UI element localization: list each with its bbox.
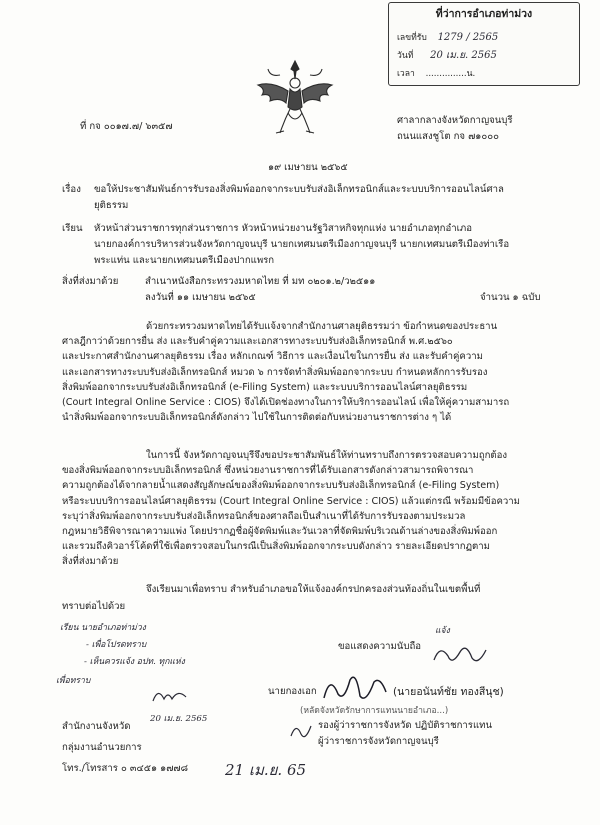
receive-stamp	[388, 2, 580, 86]
body-p2-line: สิ่งที่ส่งมาด้วย	[62, 556, 119, 568]
handwritten-initials-icon	[150, 685, 190, 707]
footer-phone: โทร./โทรสาร ๐ ๓๔๕๑ ๑๗๗๘	[62, 763, 189, 774]
stamp-receive-value: 1279 / 2565	[437, 32, 499, 43]
garuda-emblem-icon	[250, 55, 340, 141]
officer-position-1: (หลัดจังหวัดรักษาการแทนนายอำเภอ...)	[300, 706, 449, 716]
stamp-receive-label: เลขที่รับ	[397, 33, 427, 43]
to-line-2: นายกองค์การบริหารส่วนจังหวัดกาญจนบุรี นายกเทศมนตรีเมืองกาญจนบุรี นายกเทศมนตรีเมืองท่าเรือ	[94, 239, 510, 250]
body-paragraph-1	[62, 319, 509, 425]
office-address: ถนนแสงชูโต กจ ๗๑๐๐๐	[397, 131, 499, 142]
body-p2-line: ระบุว่าสิ่งพิมพ์ออกจากระบบรับส่งอิเล็กทรอนิกส์ของศาลถือเป็นสำเนาที่ได้รับการรับรองตามประมวล	[62, 510, 466, 522]
subject-line-2: ยุติธรรม	[94, 200, 129, 211]
body-p2-line: ความถูกต้องได้จากลายน้ำแสดงสัญลักษณ์ของสิ่งพิมพ์ออกจากระบบรับส่งอิเล็กทรอนิกส์ (e-Filing System)	[62, 480, 500, 492]
handwritten-date-1: 20 เม.ย. 2565	[150, 714, 208, 724]
body-paragraph-2	[62, 448, 520, 570]
closing-respect: ขอแสดงความนับถือ	[338, 641, 422, 652]
officer-position-3: ผู้ว่าราชการจังหวัดกาญจนบุรี	[318, 736, 439, 747]
body-p2-line: และรวมถึงคิวอาร์โค้ดที่ใช้เพื่อตรวจสอบในกรณีเป็นสิ่งพิมพ์ออกจากระบบดังกล่าว รายละเอียดปรากฏตาม	[62, 541, 490, 553]
stamp-date-value: 20 เม.ย. 2565	[430, 50, 497, 61]
body-p1-line: สิ่งพิมพ์ออกจากระบบรับส่งอิเล็กทรอนิกส์ (e-Filing System) และระบบบริการออนไลน์ศาลยุติธรรม	[62, 381, 468, 393]
footer-group: กลุ่มงานอำนวยการ	[62, 742, 142, 753]
handwritten-note-2: - เพื่อโปรดทราบ	[86, 640, 147, 650]
initial-mark-icon	[288, 718, 314, 744]
body-p1-line: และประกาศสำนักงานศาลยุติธรรม เรื่อง หลักเกณฑ์ วิธีการ และเงื่อนไขในการยื่น ส่ง และรับคำคู่ความ	[62, 351, 483, 363]
attachment-line-1: สำเนาหนังสือกระทรวงมหาดไทย ที่ มท ๐๒๐๑.๒/ว๒๕๑๑	[145, 276, 376, 287]
stamp-title: ที่ว่าการอำเภอท่าม่วง	[435, 8, 533, 20]
subject-line-1: ขอให้ประชาสัมพันธ์การรับรองสิ่งพิมพ์ออกจากระบบรับส่งอิเล็กทรอนิกส์และระบบบริการออนไลน์ศาล	[94, 184, 504, 195]
officer-title: นายกองเอก	[268, 686, 317, 697]
document-date: ๑๙ เมษายน ๒๕๖๕	[268, 162, 348, 173]
stamp-time-value: ...............น.	[425, 69, 476, 79]
stamp-date	[397, 48, 497, 63]
to-label: เรียน	[62, 223, 83, 234]
body-p1-line: ด้วยกระทรวงมหาดไทยได้รับแจ้งจากสำนักงานศาลยุติธรรมว่า ข้อกำหนดของประธาน	[146, 321, 498, 332]
office-name: ศาลากลางจังหวัดกาญจนบุรี	[397, 115, 513, 126]
body-p2-line: ของสิ่งพิมพ์ออกจากระบบอิเล็กทรอนิกส์ ซึ่งหน่วยงานราชการที่ได้รับเอกสารดังกล่าวสามารถพิจารณา	[62, 465, 474, 477]
body-paragraph-3-cont: ทราบต่อไปด้วย	[62, 601, 126, 612]
official-signature-icon	[320, 672, 390, 706]
stamp-time	[397, 66, 475, 80]
body-p2-line: ในการนี้ จังหวัดกาญจนบุรีจึงขอประชาสัมพันธ์ให้ท่านทราบถึงการตรวจสอบความถูกต้อง	[146, 450, 508, 461]
body-p2-line: หรือระบบบริการออนไลน์ศาลยุติธรรม (Court Integral Online Service : CIOS) แล้วแต่กรณี พร้อมมีข้อความ	[62, 495, 520, 507]
handwritten-sign-note: แจ้ง	[435, 626, 450, 636]
body-p2-line: กฎหมายวิธีพิจารณาความแพ่ง โดยปรากฏชื่อผู้จัดพิมพ์และวันเวลาที่จัดพิมพ์บริเวณด้านล่างของสิ่งพิมพ์ออก	[62, 526, 498, 538]
stamp-time-label: เวลา	[397, 69, 415, 79]
document-number: ที่ กจ ๐๐๑๗.๗/ ๖๓๕๗	[80, 121, 173, 132]
to-line-1: หัวหน้าส่วนราชการทุกส่วนราชการ หัวหน้าหน่วยงานรัฐวิสาหกิจทุกแห่ง นายอำเภอทุกอำเภอ	[94, 223, 472, 234]
to-line-3: พระแท่น และนายกเทศมนตรีเมืองปากแพรก	[94, 255, 275, 266]
subject-label: เรื่อง	[62, 184, 81, 195]
body-paragraph-3: จึงเรียนมาเพื่อทราบ สำหรับอำเภอขอให้แจ้งองค์กรปกครองส่วนท้องถิ่นในเขตพื้นที่	[146, 584, 481, 595]
handwritten-note-4: เพื่อทราบ	[56, 676, 91, 686]
officer-name: (นายอนันท์ชัย ทองสีนุช)	[393, 686, 504, 698]
attachment-count: จำนวน ๑ ฉบับ	[480, 292, 541, 303]
approval-signature-icon	[430, 640, 490, 670]
body-p1-line: ศาลฎีกาว่าด้วยการยื่น ส่ง และรับคำคู่ความและเอกสารทางระบบรับส่งอิเล็กทรอนิกส์ พ.ศ.๒๕๖๐	[62, 336, 453, 348]
handwritten-note-3: - เห็นควรแจ้ง อปท. ทุกแห่ง	[84, 657, 185, 667]
officer-position-2: รองผู้ว่าราชการจังหวัด ปฏิบัติราชการแทน	[318, 720, 493, 731]
attachment-line-2: ลงวันที่ ๑๑ เมษายน ๒๕๖๕	[145, 292, 256, 303]
body-p1-line: (Court Integral Online Service : CIOS) จึงได้เปิดช่องทางในการให้บริการออนไลน์ เพื่อให้คู่ความสามารถ	[62, 397, 510, 409]
stamp-date-label: วันที่	[397, 51, 414, 61]
body-p1-line: และเอกสารทางระบบรับส่งอิเล็กทรอนิกส์ หมวด ๖ การจัดทำสิ่งพิมพ์ออกจากระบบ กำหนดหลักการรับรอง	[62, 366, 488, 378]
attachment-label: สิ่งที่ส่งมาด้วย	[62, 276, 119, 287]
handwritten-date-2: 21 เม.ย. 65	[225, 761, 307, 779]
footer-office: สำนักงานจังหวัด	[62, 721, 131, 732]
handwritten-note-1: เรียน นายอำเภอท่าม่วง	[60, 623, 146, 633]
stamp-receive-no	[397, 30, 498, 44]
body-p1-line: นำสิ่งพิมพ์ออกจากระบบอิเล็กทรอนิกส์ดังกล่าว ไปใช้ในการติดต่อกับหน่วยงานราชการต่าง ๆ ได้	[62, 412, 452, 424]
